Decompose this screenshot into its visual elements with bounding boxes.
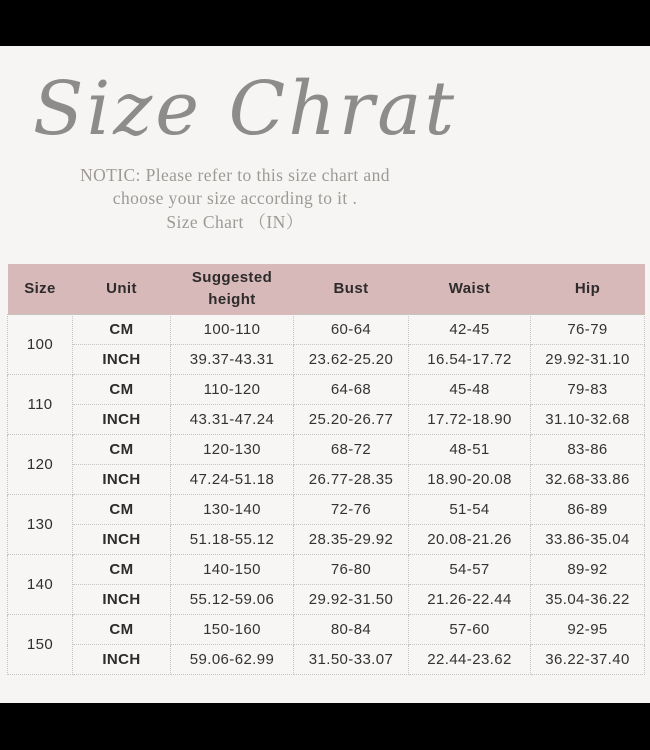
table-row	[8, 375, 645, 405]
unit-label: INCH	[73, 645, 171, 675]
height-cm: 130-140	[171, 495, 294, 525]
waist-cm: 48-51	[409, 435, 531, 465]
hip-cm: 79-83	[531, 375, 645, 405]
size-value: 110	[8, 375, 73, 435]
bust-cm: 72-76	[294, 495, 409, 525]
size-chart-panel	[0, 46, 650, 703]
waist-cm: 45-48	[409, 375, 531, 405]
hip-inch: 33.86-35.04	[531, 525, 645, 555]
height-cm: 120-130	[171, 435, 294, 465]
header-size: Size	[8, 264, 73, 315]
hip-cm: 83-86	[531, 435, 645, 465]
bust-inch: 28.35-29.92	[294, 525, 409, 555]
hip-inch: 32.68-33.86	[531, 465, 645, 495]
waist-inch: 16.54-17.72	[409, 345, 531, 375]
table-header-row	[8, 264, 645, 315]
size-value: 130	[8, 495, 73, 555]
table-row	[8, 405, 645, 435]
hip-inch: 29.92-31.10	[531, 345, 645, 375]
page-title: Size Chrat	[32, 66, 458, 152]
unit-label: INCH	[73, 465, 171, 495]
hip-inch: 35.04-36.22	[531, 585, 645, 615]
bust-inch: 31.50-33.07	[294, 645, 409, 675]
waist-inch: 22.44-23.62	[409, 645, 531, 675]
bust-cm: 64-68	[294, 375, 409, 405]
waist-inch: 17.72-18.90	[409, 405, 531, 435]
table-row	[8, 615, 645, 645]
waist-cm: 57-60	[409, 615, 531, 645]
hip-inch: 36.22-37.40	[531, 645, 645, 675]
height-cm: 110-120	[171, 375, 294, 405]
table-row	[8, 585, 645, 615]
header-bust: Bust	[294, 264, 409, 315]
unit-label: CM	[73, 315, 171, 345]
size-value: 150	[8, 615, 73, 675]
hip-cm: 76-79	[531, 315, 645, 345]
bust-inch: 25.20-26.77	[294, 405, 409, 435]
height-inch: 43.31-47.24	[171, 405, 294, 435]
size-value: 140	[8, 555, 73, 615]
height-inch: 39.37-43.31	[171, 345, 294, 375]
notice-line-3: Size Chart （IN）	[166, 211, 304, 232]
table-row	[8, 645, 645, 675]
waist-cm: 42-45	[409, 315, 531, 345]
notice-line-1: NOTIC: Please refer to this size chart and	[80, 164, 390, 185]
header-suggested-height: Suggested height	[171, 264, 294, 315]
bust-cm: 80-84	[294, 615, 409, 645]
unit-label: CM	[73, 375, 171, 405]
waist-cm: 51-54	[409, 495, 531, 525]
waist-inch: 20.08-21.26	[409, 525, 531, 555]
waist-inch: 21.26-22.44	[409, 585, 531, 615]
hip-inch: 31.10-32.68	[531, 405, 645, 435]
bust-cm: 60-64	[294, 315, 409, 345]
header-hip: Hip	[531, 264, 645, 315]
unit-label: CM	[73, 615, 171, 645]
hip-cm: 89-92	[531, 555, 645, 585]
size-value: 120	[8, 435, 73, 495]
waist-inch: 18.90-20.08	[409, 465, 531, 495]
height-cm: 150-160	[171, 615, 294, 645]
height-cm: 140-150	[171, 555, 294, 585]
unit-label: CM	[73, 555, 171, 585]
top-letterbox-bar	[0, 0, 650, 46]
bottom-letterbox-bar	[0, 703, 650, 750]
table-row	[8, 465, 645, 495]
unit-label: INCH	[73, 405, 171, 435]
bust-cm: 68-72	[294, 435, 409, 465]
height-inch: 55.12-59.06	[171, 585, 294, 615]
unit-label: CM	[73, 495, 171, 525]
bust-inch: 29.92-31.50	[294, 585, 409, 615]
notice-line-2: choose your size according to it .	[112, 188, 358, 209]
table-row	[8, 525, 645, 555]
table-row	[8, 435, 645, 465]
header-waist: Waist	[409, 264, 531, 315]
table-row	[8, 345, 645, 375]
bust-inch: 26.77-28.35	[294, 465, 409, 495]
unit-label: INCH	[73, 525, 171, 555]
hip-cm: 86-89	[531, 495, 645, 525]
hip-cm: 92-95	[531, 615, 645, 645]
waist-cm: 54-57	[409, 555, 531, 585]
unit-label: CM	[73, 435, 171, 465]
table-row	[8, 555, 645, 585]
height-inch: 59.06-62.99	[171, 645, 294, 675]
height-inch: 51.18-55.12	[171, 525, 294, 555]
size-value: 100	[8, 315, 73, 375]
unit-label: INCH	[73, 345, 171, 375]
table-row	[8, 495, 645, 525]
table-row	[8, 315, 645, 345]
height-inch: 47.24-51.18	[171, 465, 294, 495]
height-cm: 100-110	[171, 315, 294, 345]
bust-cm: 76-80	[294, 555, 409, 585]
bust-inch: 23.62-25.20	[294, 345, 409, 375]
notice-block	[0, 164, 470, 235]
unit-label: INCH	[73, 585, 171, 615]
size-table	[7, 264, 645, 675]
header-unit: Unit	[73, 264, 171, 315]
